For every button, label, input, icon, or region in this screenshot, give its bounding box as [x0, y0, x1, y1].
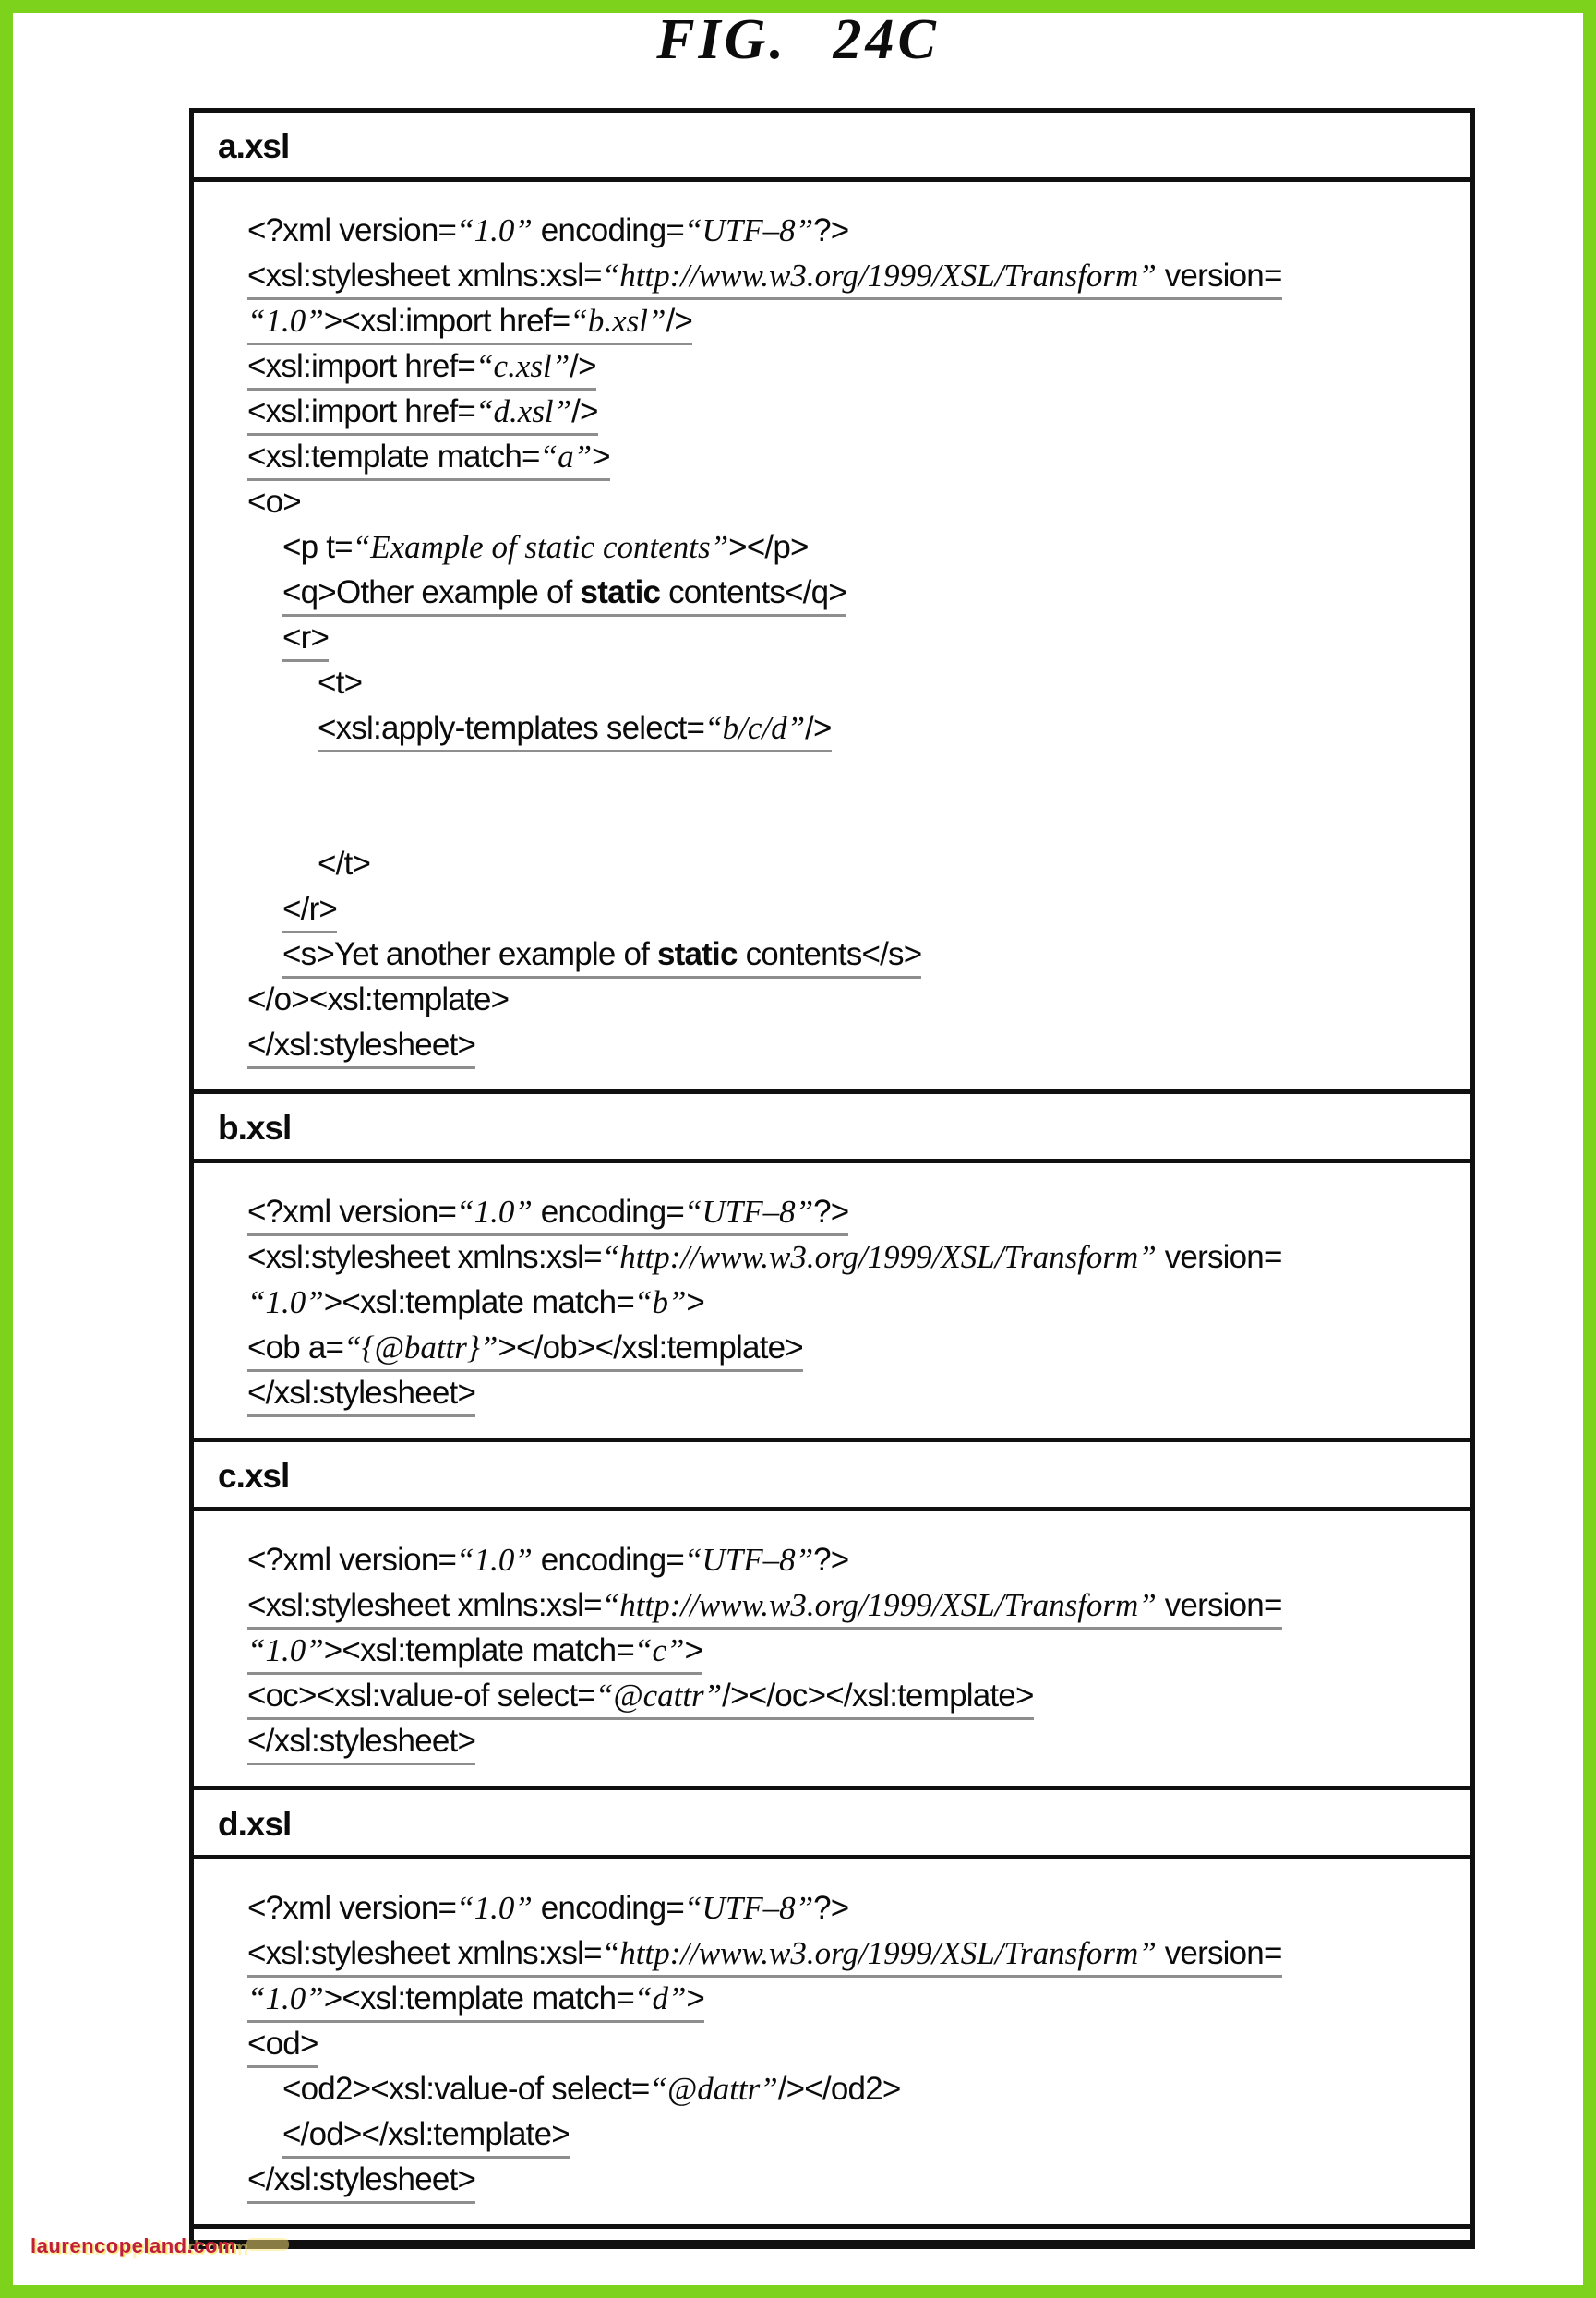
code-line: <ob a=“{@battr}”></ob></xsl:template>	[247, 1325, 1461, 1370]
code-line: <od>	[247, 2021, 1461, 2066]
code-line: <xsl:stylesheet xmlns:xsl=“http://www.w3.org/1999/XSL/Transform” version=	[247, 253, 1461, 298]
code-line: <xsl:stylesheet xmlns:xsl=“http://www.w3.org/1999/XSL/Transform” version=	[247, 1582, 1461, 1628]
code-line: <?xml version=“1.0” encoding=“UTF–8”?>	[247, 1542, 849, 1578]
file-code-b.xsl	[194, 1163, 1470, 1438]
code-line: </xsl:stylesheet>	[247, 1370, 1461, 1415]
code-line-blank	[247, 796, 1461, 841]
file-code-a.xsl	[194, 182, 1470, 1089]
file-name-label: c.xsl	[218, 1457, 290, 1495]
code-line: <?xml version=“1.0” encoding=“UTF–8”?>	[247, 212, 849, 248]
code-line: </od></xsl:template>	[247, 2112, 1461, 2157]
code-line: </xsl:stylesheet>	[247, 2157, 1461, 2202]
code-line: <?xml version=“1.0” encoding=“UTF–8”?>	[247, 1189, 1461, 1234]
code-line: </xsl:stylesheet>	[247, 1022, 1461, 1067]
code-line: <r>	[247, 615, 1461, 660]
code-line: <xsl:stylesheet xmlns:xsl=“http://www.w3.org/1999/XSL/Transform” version=	[247, 1239, 1282, 1275]
file-name-label: a.xsl	[218, 127, 290, 165]
file-code-d.xsl	[194, 1859, 1470, 2224]
code-line: “1.0”><xsl:import href=“b.xsl”/>	[247, 298, 1461, 343]
code-line: <o>	[247, 484, 301, 520]
stylesheet-listings-box	[189, 108, 1475, 2249]
code-line: <q>Other example of static contents</q>	[247, 570, 1461, 615]
code-line: <?xml version=“1.0” encoding=“UTF–8”?>	[247, 1890, 849, 1926]
code-line-blank	[247, 751, 1461, 796]
code-line: “1.0”><xsl:template match=“c”>	[247, 1628, 1461, 1673]
code-line: <xsl:import href=“d.xsl”/>	[247, 389, 1461, 434]
watermark: laurencopeland.com	[30, 2234, 236, 2257]
box-bottom-gap	[194, 2229, 1470, 2240]
figure-title: FIG. 24C	[656, 8, 940, 71]
code-line: </r>	[247, 886, 1461, 932]
code-line: “1.0”><xsl:template match=“b”>	[247, 1284, 705, 1320]
code-line: <xsl:template match=“a”>	[247, 434, 1461, 479]
code-line: <p t=“Example of static contents”></p>	[282, 529, 809, 565]
code-line: </t>	[318, 846, 371, 882]
code-line: <xsl:apply-templates select=“b/c/d”/>	[247, 705, 1461, 751]
code-line: <xsl:stylesheet xmlns:xsl=“http://www.w3.org/1999/XSL/Transform” version=	[247, 1931, 1461, 1976]
file-name-label: b.xsl	[218, 1109, 292, 1147]
code-line: <od2><xsl:value-of select=“@dattr”/></od2>	[282, 2071, 901, 2107]
file-name-label: d.xsl	[218, 1805, 292, 1843]
code-line: <xsl:import href=“c.xsl”/>	[247, 343, 1461, 389]
code-line: “1.0”><xsl:template match=“d”>	[247, 1976, 1461, 2021]
code-line: <t>	[318, 665, 363, 701]
code-line: </o><xsl:template>	[247, 981, 510, 1017]
code-line: <s>Yet another example of static contents</s>	[247, 932, 1461, 977]
code-line: </xsl:stylesheet>	[247, 1718, 1461, 1763]
file-code-c.xsl	[194, 1511, 1470, 1786]
code-line: <oc><xsl:value-of select=“@cattr”/></oc></xsl:template>	[247, 1673, 1461, 1718]
